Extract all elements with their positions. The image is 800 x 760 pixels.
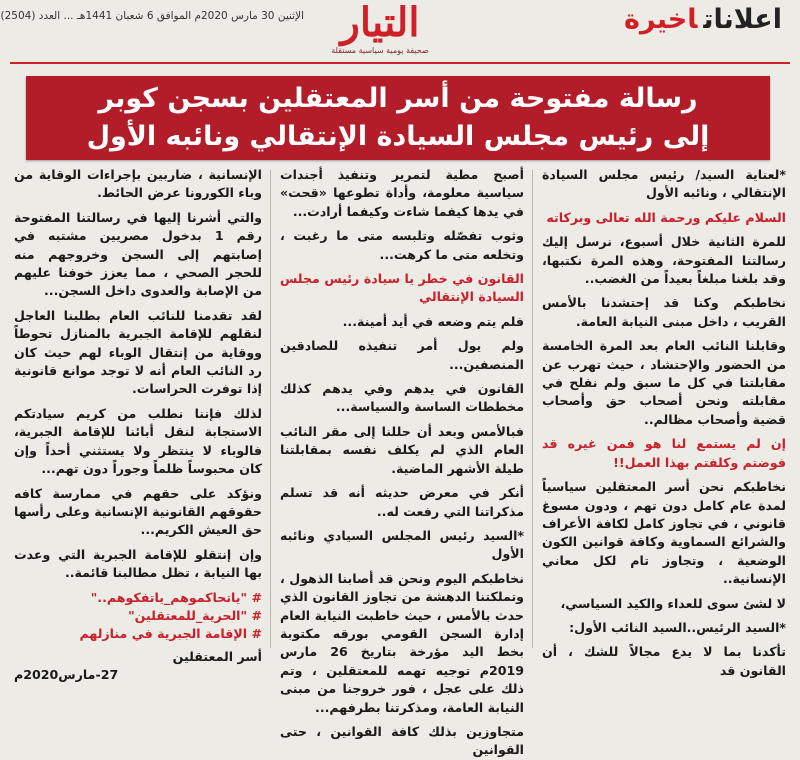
logo-tagline: صحيفة يومية سياسية مستقلة bbox=[331, 46, 429, 55]
paragraph: وقابلنا النائب العام بعد المرة الخامسة من الحضور والإحتشاد ، حيث تهرب عن مقابلتنا في كل ما سبق ولم نفلح في مقابلته ونحن أصحاب حق وأصحاب قضية وأصحاب مظالم.. bbox=[542, 338, 786, 427]
paragraph-emphasis: إن لم يستمع لنا هو فمن غيره قد فوضتم وكلفتم بهذا العمل!! bbox=[542, 436, 786, 470]
hashtag: # "ياتحاكموهم_ياتفكوهم.." bbox=[90, 589, 262, 605]
column-divider bbox=[532, 170, 533, 648]
paragraph: لقد تقدمنا للنائب العام بطلبنا العاجل لنقلهم للإقامة الجبرية بالمنازل تحوطاً ووقاية من إنتقال الوباء لهم حيث كان رد النائب العام أنه لا توجد موانع قانونية إذا توفرت الحراسات. bbox=[14, 307, 262, 397]
paragraph: نخاطبكم وكنا قد إحتشدنا بالأمس القريب ، داخل مبنى النيابة العامة. bbox=[542, 295, 786, 329]
paragraph: لذلك فإننا نطلب من كريم سيادتكم الاستجابة لنقل أبائنا للإقامة الجبرية، فالوباء لا ينتظر ولا يستثني أحداً وإن كان محبوساً ظلماً وجوراً دون تهم... bbox=[14, 405, 262, 477]
subheading: *السيد رئيس المجلس السيادي ونائبه الأول bbox=[280, 527, 524, 562]
article-body bbox=[14, 166, 786, 758]
paragraph: ولم يول أمر تنفيذه للصادقين المنصفين... bbox=[280, 338, 524, 372]
section-title-accent: اخيرة bbox=[624, 4, 698, 35]
paragraph: فلم يتم وضعه في أيد أمينة... bbox=[342, 313, 524, 329]
paragraph: وإن إنتقلو للإقامة الجبرية التي وعدت بها النيابة ، تظل مطالبنا قائمة.. bbox=[14, 546, 262, 581]
paragraph: أنكر في معرض حديثه أنه قد تسلم مذكراتنا التي رفعت له.. bbox=[280, 485, 524, 519]
logo-wordmark: التيار bbox=[340, 0, 420, 46]
article-date: 27-مارس2020م bbox=[14, 667, 119, 683]
paragraph: الإنسانية ، ضاربين بإجراءات الوقاية من وباء الكورونا عرض الحائط. bbox=[14, 167, 262, 201]
masthead bbox=[0, 0, 800, 72]
headline-banner bbox=[26, 76, 770, 160]
paragraph: وثوب تفصّله وتلبسه متى ما رغبت ، وتخلعه متى ما كرهت... bbox=[280, 228, 524, 262]
paragraph: متجاوزين بذلك كافة القوانين ، حتى القوانين bbox=[280, 723, 524, 758]
section-title bbox=[624, 4, 782, 35]
issue-date-line: الإثنين 30 مارس 2020م الموافق 6 شعبان 1441هـ ... العدد (2504) bbox=[0, 10, 304, 22]
hashtag: # الإقامة الجبرية في منازلهم bbox=[79, 626, 262, 642]
paragraph: لا لشئ سوى للعداء والكيد السياسي، bbox=[560, 595, 786, 611]
hashtag: # "الحرية_للمعتقلين" bbox=[128, 607, 262, 623]
paragraph: والتي أشرنا إليها في رسالتنا المفتوحة رقم 1 بدخول مصريين مشتبه في إصابتهم إلى السجن وخروجهم منه للحجر الصحي ، مما يعزز خوفنا عليهم من الإصابة والعدوى داخل السجن... bbox=[14, 209, 263, 299]
column-left bbox=[14, 166, 263, 683]
paragraph: تأكدنا بما لا يدع مجالاً للشك ، أن القانون قد bbox=[542, 644, 786, 678]
column-divider bbox=[270, 170, 271, 648]
greeting: السلام عليكم ورحمة الله تعالى وبركاته bbox=[546, 209, 786, 225]
paragraph: فبالأمس وبعد أن حللنا إلى مقر النائب العام الذي لم يكلف نفسه بمقابلتنا طيلة الأشهر الماضية. bbox=[280, 423, 524, 476]
column-middle bbox=[280, 166, 524, 758]
paragraph: ونؤكد على حقهم في ممارسة كافه حقوقهم القانونية الإنسانية وعلى رأسها حق العيش الكريم... bbox=[14, 485, 262, 538]
headline-line-2: إلى رئيس مجلس السيادة الإنتقالي ونائبه الأول bbox=[86, 121, 710, 152]
paragraph: نخاطبكم اليوم ونحن قد أصابنا الذهول ، وتملكتنا الدهشة من تجاوز القانون الذي حدث بالأمس ، حيث خاطبت النيابة العام إدارة السجن القومي بورقه مكتوبة بخط اليد مؤرخة بتاريخ 26 مارس 2019م توجيه تهمه للمعتقلين ، وتم ذلك على عجل ، فور خروجنا من مبنى النيابة العامة، ومذكرتنا بطرفهم... bbox=[280, 570, 524, 715]
newspaper-logo bbox=[300, 0, 460, 62]
paragraph: للمرة الثانية خلال أسبوع، نرسل إليك رسالتنا المفتوحة، وهذه المرة نكتبها، وقد بلغنا مبلغاً بعيداً من الغضب.. bbox=[542, 234, 786, 287]
subheading: *السيد الرئيس..السيد النائب الأول: bbox=[569, 619, 786, 635]
section-title-main: اعلانات bbox=[703, 4, 782, 35]
column-right bbox=[542, 166, 786, 678]
paragraph: القانون في يدهم وفي يدهم كذلك مخططات الساسة والسياسة... bbox=[280, 381, 524, 415]
masthead-rule bbox=[10, 62, 790, 64]
paragraph-emphasis: القانون في خطر يا سيادة رئيس مجلس السيادة الإنتقالي bbox=[280, 271, 524, 305]
signature: أسر المعتقلين bbox=[172, 648, 262, 664]
paragraph: أصبح مطية لتمرير وتنفيذ أجندات سياسية معلومة، وأداة تطوعها «قحت» في يدها كيفما شاءت وكيفما أرادت... bbox=[280, 167, 524, 219]
paragraph: نخاطبكم نحن أسر المعتقلين سياسياً لمدة عام كامل دون تهم ، ودون مسوغ قانوني ، في تجاوز كامل لكافة الأعراف والشرائع السماوية وكافة قوانين الكون الوضعية ، وتجاوز تام لكل معاني الإنسانية.. bbox=[542, 479, 786, 587]
headline-line-1: رسالة مفتوحة من أسر المعتقلين بسجن كوبر bbox=[98, 83, 698, 114]
salutation: *لعناية السيد/ رئيس مجلس السيادة الإنتقالي ، ونائبه الأول bbox=[542, 167, 786, 201]
